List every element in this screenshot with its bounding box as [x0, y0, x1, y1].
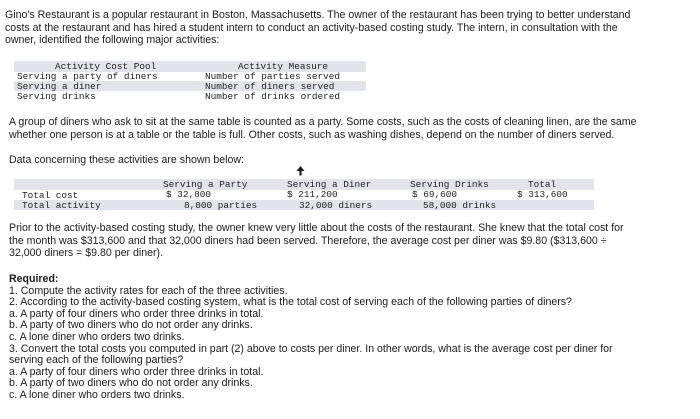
activity-pool-cell: Serving a diner	[17, 81, 102, 92]
intro-paragraph	[5, 9, 695, 47]
average-cost-paragraph	[9, 222, 695, 260]
party-cost-cell: $ 32,800	[166, 189, 212, 200]
drinks-cost-cell: $ 69,600	[412, 189, 458, 200]
required-item: serving each of the following parties?	[9, 354, 184, 367]
activity-pool-cell: Serving a party of diners	[17, 71, 158, 82]
paragraph-line: whether one person is at a table or the table is full. Other costs, such as washing dishes, depend on the number of diners served.	[9, 128, 615, 141]
paragraph-line: the month was $313,600 and that 32,000 diners had been served. Therefore, the average cost per diner was $9.80 ($313,600 ÷	[9, 234, 607, 247]
activity-pool-cell: Serving drinks	[17, 91, 96, 102]
required-subitem: c. A lone diner who orders two drinks.	[9, 388, 185, 401]
intro-line: Gino's Restaurant is a popular restaurant in Boston, Massachusetts. The owner of the restaurant has been trying to better understand	[5, 9, 631, 21]
activity-measure-cell: Number of diners served	[205, 81, 335, 92]
intro-line: owner, identified the following major activities:	[5, 34, 220, 47]
diner-activity-cell: 32,000 diners	[299, 200, 373, 211]
party-definition-paragraph	[9, 116, 695, 141]
party-activity-cell: 8,000 parties	[184, 200, 258, 211]
paragraph-line: 32,000 diners = $9.80 per diner).	[9, 247, 164, 260]
intro-line: costs at the restaurant and has hired a student intern to conduct an activity-based costing study. The intern, in consultation with the	[5, 21, 618, 34]
required-subitem: a. A party of four diners who order three drinks in total.	[9, 307, 264, 320]
required-item: 3. Convert the total costs you computed in part (2) above to costs per diner. In other words, what is the average cost per diner for	[9, 342, 613, 355]
column-header-diner: Serving a Diner	[287, 179, 372, 190]
row-label-total-activity: Total activity	[22, 200, 101, 211]
activity-measure-cell: Number of parties served	[205, 71, 341, 82]
required-heading: Required:	[9, 273, 59, 285]
required-item: 1. Compute the activity rates for each of the three activities.	[9, 284, 288, 297]
required-subitem: a. A party of four diners who order three drinks in total.	[9, 365, 264, 378]
activity-header-measure: Activity Measure	[238, 61, 329, 72]
column-header-total: Total	[528, 179, 557, 190]
column-header-drinks: Serving Drinks	[410, 179, 489, 190]
diner-cost-cell: $ 211,200	[287, 189, 338, 200]
required-subitem: b. A party of two diners who do not order any drinks.	[9, 377, 253, 390]
column-header-party: Serving a Party	[163, 179, 248, 190]
paragraph-line: A group of diners who ask to sit at the same table is counted as a party. Some costs, such as the costs of cleaning linen, are the same	[9, 116, 637, 128]
required-subitem: b. A party of two diners who do not order any drinks.	[9, 319, 253, 332]
total-cost-cell: $ 313,600	[517, 189, 568, 200]
paragraph-line: Prior to the activity-based costing study, the owner knew very little about the costs of the restaurant. She knew that the total cost for	[9, 222, 624, 234]
activity-header-pool: Activity Cost Pool	[55, 61, 157, 72]
drinks-activity-cell: 58,000 drinks	[423, 200, 497, 211]
required-subitem: c. A lone diner who orders two drinks.	[9, 330, 185, 343]
arrow-cursor-icon	[296, 166, 305, 176]
row-label-total-cost: Total cost	[22, 190, 79, 201]
required-item: 2. According to the activity-based costing system, what is the total cost of serving each of the following parties of diners?	[9, 296, 572, 309]
data-intro-text: Data concerning these activities are shown below:	[9, 154, 244, 166]
activity-measure-cell: Number of drinks ordered	[205, 91, 341, 102]
required-section	[9, 274, 695, 402]
